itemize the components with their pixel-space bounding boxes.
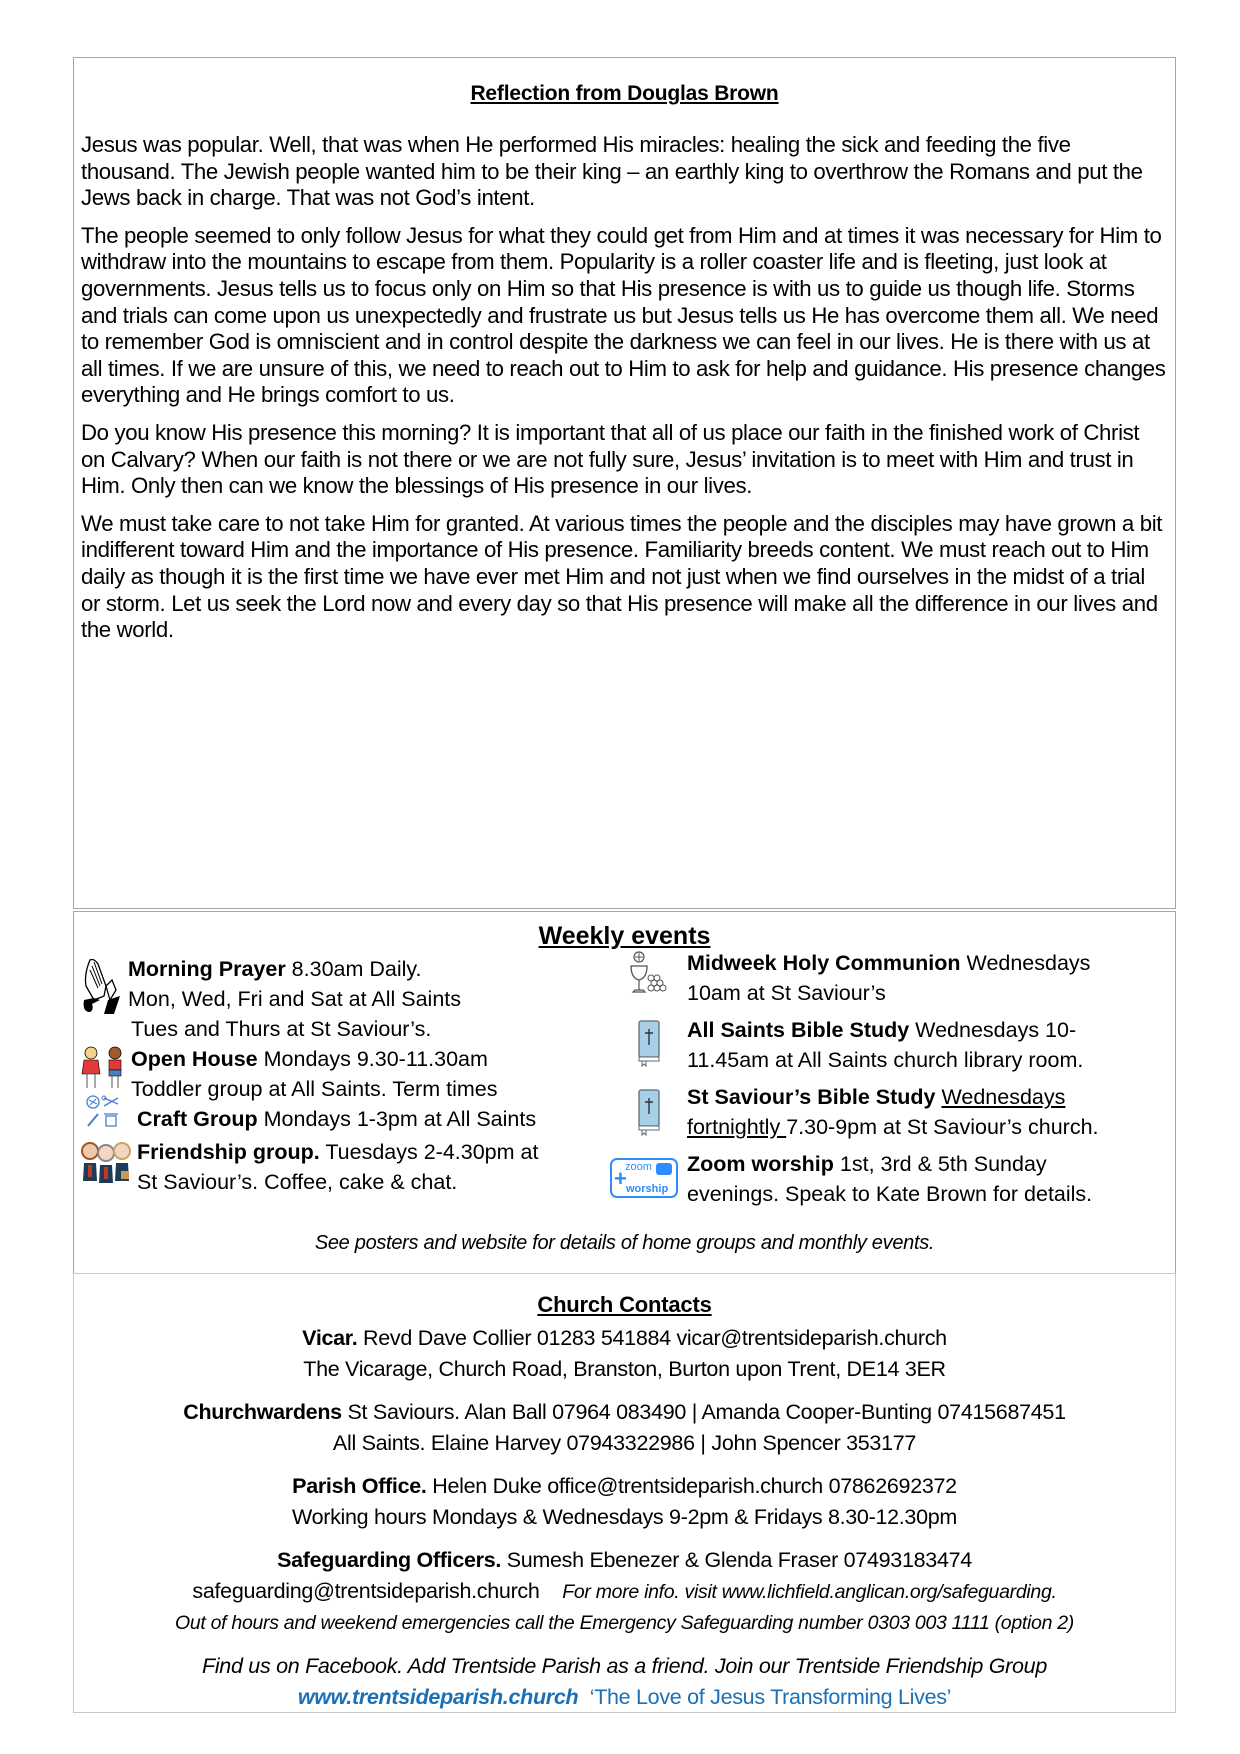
event-name: St Saviour’s Bible Study (687, 1085, 936, 1109)
event-morning-prayer (78, 954, 598, 1044)
website-link[interactable]: www.trentsideparish.church (297, 1685, 579, 1709)
event-name: Midweek Holy Communion (687, 951, 961, 975)
event-time: 8.30am Daily. (285, 957, 422, 981)
motto: ‘The Love of Jesus Transforming Lives’ (589, 1685, 952, 1709)
event-name: Friendship group. (137, 1140, 320, 1164)
paragraph: Jesus was popular. Well, that was when He performed His miracles: healing the sick and feeding the five thousand. The Jewish people wanted him to be their king – an earthly king to overthrow the Romans and put the Jews back in charge. That was not God’s intent. (81, 132, 1143, 211)
safeguarding-email-line (74, 1576, 1175, 1608)
event-detail: St Saviour’s. Coffee, cake & chat. (137, 1170, 458, 1194)
event-open-house (78, 1044, 598, 1104)
weekly-events-title: Weekly events (538, 922, 711, 950)
event-detail: Tues and Thurs at St Saviour’s. (131, 1017, 432, 1041)
reflection-title: Reflection from Douglas Brown (470, 82, 779, 105)
event-detail: 10am at St Saviour’s (687, 981, 886, 1005)
zoom-worship-icon: zoom + worship (610, 1158, 678, 1198)
cross-icon: + (614, 1166, 627, 1191)
event-detail: 11.45am at All Saints church library room. (687, 1048, 1084, 1072)
event-time: Mondays 9.30-11.30am (257, 1047, 488, 1071)
paragraph: Do you know His presence this morning? It is important that all of us place our faith in the finished work of Christ on Calvary? When our faith is not there or we are not fully sure, Jesus’ invitation is to meet with Him and trust in Him. Only then can we know the blessings of His presence in our lives. (81, 419, 1140, 499)
events-note: See posters and website for details of home groups and monthly events. (314, 1232, 935, 1254)
event-name: Morning Prayer (128, 957, 286, 981)
event-time: Tuesdays 2-4.30pm at (319, 1140, 539, 1164)
safeguarding-contact: Safeguarding Officers. Sumesh Ebenezer & Glenda Fraser 07493183474 (277, 1548, 972, 1572)
event-all-saints-bible-study (601, 1015, 1181, 1077)
event-holy-communion (601, 948, 1181, 1010)
reflection-body (81, 132, 1167, 644)
parish-office-contact: Parish Office. Helen Duke office@trentsideparish.church 07862692372 (292, 1474, 957, 1498)
event-name: Zoom worship (687, 1152, 834, 1176)
safeguarding-email[interactable]: safeguarding@trentsideparish.church (192, 1579, 540, 1603)
event-st-saviours-bible-study (601, 1082, 1181, 1144)
weekly-events-section (73, 911, 1176, 1274)
churchwardens-contact: Churchwardens St Saviours. Alan Ball 07964 083490 | Amanda Cooper-Bunting 07415687451 (183, 1400, 1066, 1424)
office-hours: Working hours Mondays & Wednesdays 9-2pm & Fridays 8.30-12.30pm (291, 1505, 958, 1529)
event-frequency: fortnightly (687, 1115, 787, 1139)
video-camera-icon (656, 1163, 672, 1175)
event-name: Open House (131, 1047, 258, 1071)
event-time: Wednesdays (960, 951, 1091, 975)
safeguarding-info-link[interactable]: For more info. visit www.lichfield.anglican.org/safeguarding. (562, 1581, 1057, 1603)
event-detail: evenings. Speak to Kate Brown for details. (687, 1182, 1093, 1206)
contacts-title: Church Contacts (537, 1292, 712, 1317)
event-detail: Mon, Wed, Fri and Sat at All Saints (128, 987, 462, 1011)
event-friendship-group (78, 1137, 598, 1197)
emergency-safeguarding: Out of hours and weekend emergencies call the Emergency Safeguarding number 0303 003 1111 (option 2) (174, 1612, 1074, 1634)
event-detail: Toddler group at All Saints. Term times (131, 1077, 498, 1101)
craft-tools-icon (84, 1092, 124, 1132)
children-icon (80, 1044, 130, 1090)
website-line (74, 1682, 1175, 1713)
event-time: Wednesdays (941, 1085, 1066, 1109)
bible-icon (636, 1019, 662, 1067)
event-craft-group (78, 1104, 598, 1139)
churchwardens-all-saints: All Saints. Elaine Harvey 07943322986 | John Spencer 353177 (332, 1431, 917, 1455)
paragraph: We must take care to not take Him for granted. At various times the people and the disciples may have grown a bit indifferent toward Him and the importance of His presence. Familiarity breeds content. We must reach out to Him daily as though it is the first time we have ever met Him and not just when we find ourselves in the midst of a trial or storm. Let us seek the Lord now and every day so that His presence will make all the difference in our lives and the world. (81, 510, 1163, 643)
paragraph: The people seemed to only follow Jesus for what they could get from Him and at times it was necessary for Him to withdraw into the mountains to escape from them. Popularity is a roller coaster life and is fleeting, just look at governments. Jesus tells us to focus only on Him so that His presence is with us to guide us though life. Storms and trials can come upon us unexpectedly and frustrate us but Jesus tells us He has overcome them all. We need to remember God is omniscient and in control despite the darkness we can feel in our lives. He is there with us at all times. If we are unsure of this, we need to reach out to Him to ask for help and guidance. His presence changes everything and He brings comfort to us. (81, 222, 1166, 408)
event-time: Wednesdays 10- (909, 1018, 1077, 1042)
facebook-note: Find us on Facebook. Add Trentside Parish as a friend. Join our Trentside Friendship Group (202, 1654, 1047, 1678)
praying-hands-icon (80, 956, 124, 1016)
reflection-section (73, 57, 1176, 909)
friends-group-icon (79, 1139, 133, 1185)
event-zoom-worship (601, 1149, 1181, 1211)
vicar-contact: Vicar. Revd Dave Collier 01283 541884 vicar@trentsideparish.church (302, 1326, 947, 1350)
event-detail: 7.30-9pm at St Saviour’s church. (786, 1115, 1099, 1139)
bible-icon (636, 1088, 662, 1136)
vicar-address: The Vicarage, Church Road, Branston, Burton upon Trent, DE14 3ER (303, 1357, 946, 1381)
event-time: 1st, 3rd & 5th Sunday (833, 1152, 1047, 1176)
event-time: Mondays 1-3pm at All Saints (257, 1107, 537, 1131)
chalice-grapes-icon (627, 950, 669, 1002)
church-contacts-section (73, 1273, 1176, 1713)
event-name: All Saints Bible Study (687, 1018, 910, 1042)
event-name: Craft Group (137, 1107, 258, 1131)
